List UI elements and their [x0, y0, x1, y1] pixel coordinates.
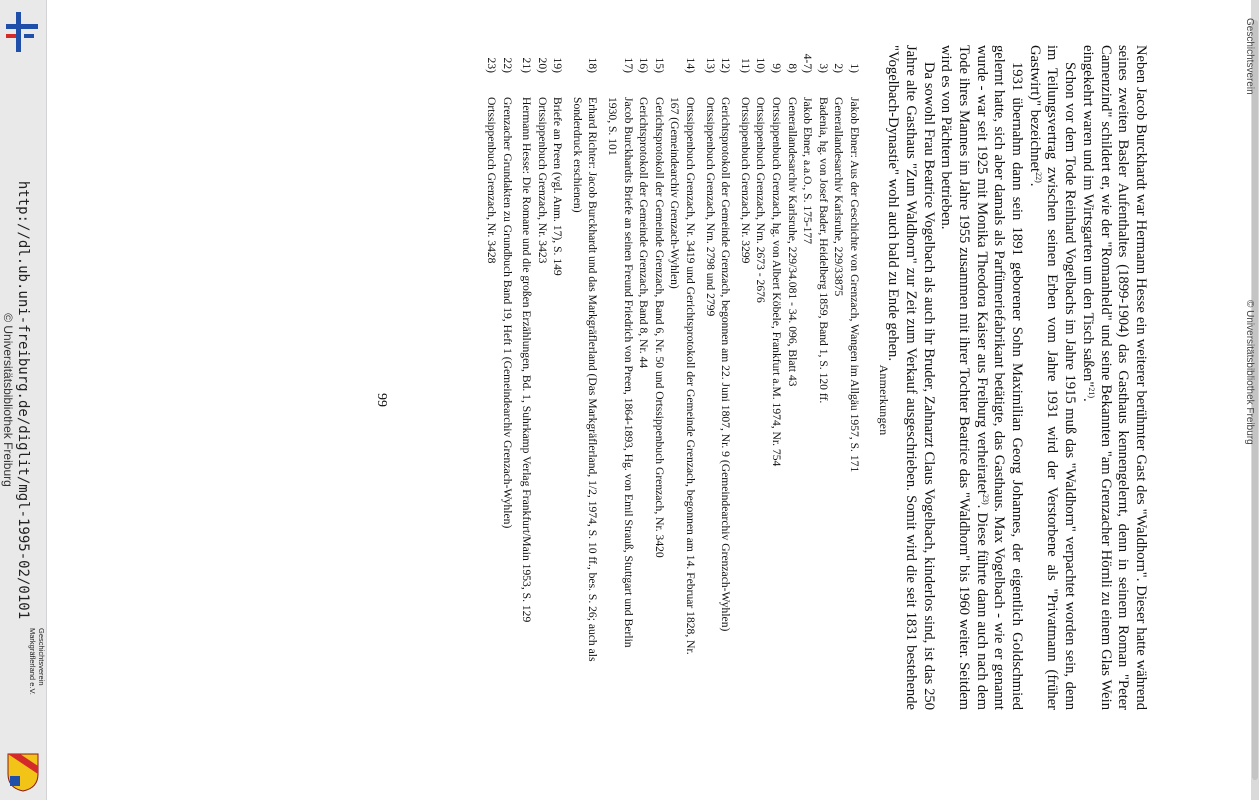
note-text: Gerichtsprotokoll der Gemeinde Grenzach, Band 6, Nr. 50 und Ortssippenbuch Grenzach, Nr. 3420 [652, 97, 666, 558]
note-text: Ortssippenbuch Grenzach, Nr. 3423 [535, 97, 549, 264]
note-number: 1) [848, 63, 861, 73]
note-number: 4-7) [801, 53, 815, 73]
note-number: 17) [621, 57, 635, 73]
note-item [737, 45, 753, 670]
note-text: Ortssippenbuch Grenzach, hg. von Albert Köbele, Frankfurt a.M. 1974, Nr. 754 [770, 97, 784, 467]
note-text: Ortssippenbuch Grenzach, Nr. 3419 und Gerichtsprotokoll der Gemeinde Grenzach, begonnen am 14. Februar 1828, Nr. 167 (Gemeindearchiv Grenzach-Wyhlen) [668, 97, 698, 655]
body-text [883, 45, 1149, 710]
paragraph-1: Neben Jacob Burckhardt war Hermann Hesse ein weiterer berühmter Gast des "Waldhorn". Dieser hatte während seines zweiten Basler Aufenthaltes (1899-1904) das Gasthaus kennengelernt, denn in seinem Roman "Peter Camenzind" schildert er, wie der "Romanheld" und seine Bekannten "am Grenzacher Hörnli zu einem Glas Wein eingekehrt waren und im Wirtsgarten um den Tisch saßen"$^{21)}$. [1079, 45, 1149, 710]
paragraph-2: Schon vor dem Tode Reinhard Vogelbachs im Jahre 1915 muß das "Waldhorn" verpachtet worden sein, denn im Teilungsvertrag zwischen seinen Erben vom Jahre 1931 wird der Verstorbene als "Privatmann (früher Gastwirt)" bezeichnet$^{22)}$. [1026, 45, 1079, 710]
page-number: 99 [374, 393, 389, 407]
note-text: Jakob Ebner, a.a.O., S. 175-177 [801, 97, 815, 245]
edge-text-fragment: Geschichtsverein [1244, 18, 1255, 95]
note-text: Ortssippenbuch Grenzach, Nr. 3299 [738, 97, 752, 264]
note-item [569, 45, 600, 670]
note-item [702, 45, 718, 670]
note-item [651, 45, 667, 670]
note-text: Badenia, hg. von Josef Bader, Heidelberg 1859, Band 1, S. 120 ff. [816, 97, 830, 404]
note-item [550, 45, 566, 670]
paragraph-3: 1931 übernahm dann sein 1891 geborener Sohn Maximilian Georg Johannes, der eigentlich Goldschmied gelernt hatte, sich aber damals als Parfümeriefabrikant betätigte, das Gasthaus. Max Vogelbach - wie er genannt wurde - war seit 1925 mit Monika Theodora Kaiser aus Freiburg verheiratet$^{23)}$. Diese führte dann auch nach dem Tode ihres Mannes im Jahre 1955 zusammen mit ihrer Tochter Beatrice das "Waldhorn" bis 1960 weiter. Seitdem wird es von Pächtern betrieben. [938, 45, 1026, 710]
note-number: 12) [719, 57, 733, 73]
note-text: Briefe an Preen (vgl. Anm. 17), S. 149 [551, 97, 565, 276]
footnote-ref: 21) [1086, 387, 1096, 398]
note-item [831, 45, 847, 670]
note-item [519, 45, 535, 670]
note-item [815, 45, 831, 670]
note-text: Erhard Richter: Jacob Burckhardt und das Markgräflerland (Das Markgräflerland, 1/2, 1974, S. 10 ff., bes. S. 26; auch als Sonderdruck erschienen) [570, 97, 600, 662]
note-item [499, 45, 515, 670]
note-item [718, 45, 734, 670]
copyright-notice: © Universitätsbibliothek Freiburg [1, 313, 15, 487]
note-item [784, 45, 800, 670]
note-number: 10) [754, 57, 768, 73]
note-number: 16) [637, 57, 651, 73]
notes-heading: Anmerkungen [877, 364, 891, 436]
note-number: 22) [500, 57, 514, 73]
note-text: Ortssippenbuch Grenzach, Nrn. 2673 - 2676 [754, 97, 768, 303]
note-text: Generallandesarchiv Karlsruhe, 229/34.081 - 34. 096, Blatt 43 [785, 97, 799, 387]
note-item [483, 45, 499, 670]
note-item [768, 45, 784, 670]
note-number: 3) [816, 63, 830, 73]
society-name [28, 628, 45, 708]
note-number: 8) [785, 63, 799, 73]
note-item [753, 45, 769, 670]
note-number: 21) [520, 57, 534, 73]
edge-text-fragment: © Universitätsbibliothek Freiburg [1244, 300, 1255, 445]
note-item [846, 45, 862, 670]
note-number: 13) [703, 57, 717, 73]
note-text: Ortssippenbuch Grenzach, Nr. 3428 [484, 97, 498, 264]
note-item [667, 45, 698, 670]
note-number: 9) [770, 63, 784, 73]
note-item [605, 45, 636, 670]
note-item [636, 45, 652, 670]
note-number: 18) [586, 57, 600, 73]
note-text: Hermann Hesse: Die Romane und die großen Erzählungen, Bd. 1, Suhrkamp Verlag Frankfurt/Main 1953, S. 129 [520, 97, 534, 623]
paragraph-4: Da sowohl Frau Beatrice Vogelbach als auch ihr Bruder, Zahnarzt Claus Vogelbach, kinderlos sind, ist das 250 Jahre alte Gasthaus "Zum Waldhorn" zur Zeit zum Verkauf ausgeschrieben. Somit wird die seit 1831 bestehende "Vogelbach-Dynastie" wohl auch bald zu Ende gehen. [885, 45, 937, 710]
note-text: Grenzacher Grundakten zu Grundbuch Band 19, Heft 1 (Gemeindearchiv Grenzach-Wyhlen) [500, 97, 514, 529]
note-text: Jacob Burckhardts Briefe an seinen Freund Friedrich von Preen, 1864-1893, Hg. von Emil Strauß, Stuttgart und Berlin 1930, S. 101 [606, 97, 635, 648]
note-text: Ortssippenbuch Grenzach, Nrn. 2798 und 2799 [703, 97, 717, 317]
note-text: Gerichtsprotokoll der Gemeinde Grenzach, Band 8, Nr. 44 [637, 97, 651, 369]
society-name-line: Markgräflerland e.V. [28, 628, 38, 695]
society-name-line: Geschichtsverein [37, 628, 46, 686]
notes-list [483, 45, 862, 670]
note-text: Gerichtsprotokoll der Gemeinde Grenzach, begonnen am 22. Juni 1807, Nr. 9 (Gemeindearchiv Grenzach-Wyhlen) [719, 97, 733, 632]
footnote-ref: 23) [980, 493, 990, 505]
note-number: 19) [551, 57, 565, 73]
note-number: 23) [484, 57, 498, 73]
note-number: 15) [652, 57, 666, 73]
note-number: 14) [684, 57, 698, 73]
note-number: 2) [832, 63, 846, 73]
note-item [534, 45, 550, 670]
note-text: Generallandesarchiv Karlsruhe, 229/33875 [832, 97, 846, 297]
footnote-ref: 22) [1033, 172, 1043, 183]
note-item [800, 45, 816, 670]
digital-library-url[interactable]: http://dl.ub.uni-freiburg.de/diglit/mgl-1995-02/0101 [15, 180, 31, 620]
note-text: Jakob Ebner: Aus der Geschichte von Grenzach, Wangen im Allgäu 1957, S. 171 [848, 97, 861, 473]
note-number: 11) [738, 57, 752, 73]
note-number: 20) [535, 57, 549, 73]
